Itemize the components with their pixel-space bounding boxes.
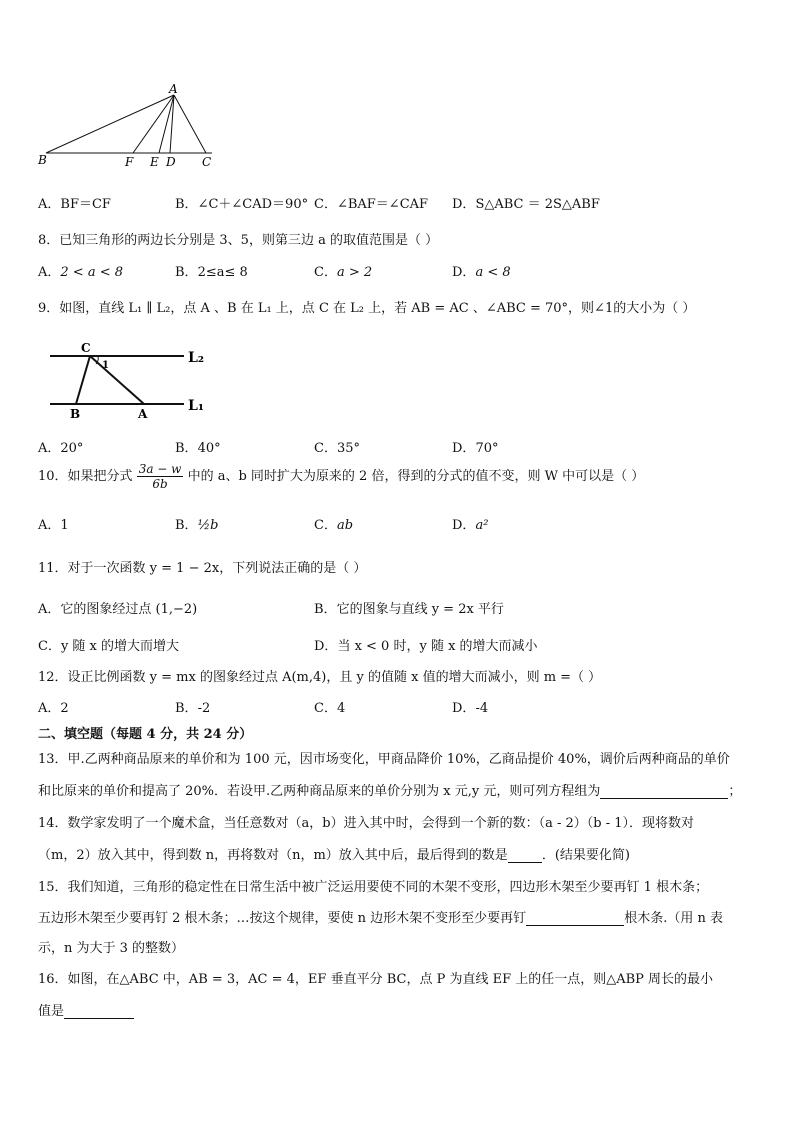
- q9-stem: 9．如图，直线 L₁ ∥ L₂，点 A 、B 在 L₁ 上，点 C 在 L₂ 上，若 AB = AC 、∠ABC = 70°，则∠1的大小为（ ）: [38, 301, 696, 316]
- q11-option-c: C．y 随 x 的增大而增大: [38, 639, 180, 654]
- q7-option-c: C．∠BAF＝∠CAF: [314, 197, 429, 212]
- label-A: A: [138, 407, 148, 421]
- q12-stem: 12．设正比例函数 y = mx 的图象经过点 A(m,4)，且 y 的值随 x 值的增大而减小，则 m =（ ）: [38, 670, 602, 685]
- q11-option-b: B．它的图象与直线 y = 2x 平行: [314, 602, 504, 617]
- q10-option-c: C．ab: [314, 518, 354, 533]
- label-F: F: [125, 155, 134, 169]
- label-C: C: [202, 155, 212, 169]
- q9-option-d: D．70°: [452, 441, 499, 456]
- q16-line-1: 16．如图，在△ABC 中，AB = 3，AC = 4，EF 垂直平分 BC，点 P 为直线 EF 上的任一点，则△ABP 周长的最小: [38, 972, 714, 987]
- q10-stem: 10．如果把分式 $\frac{3a - w}{6b}$ 中的 a、b 同时扩大为原来的 2 倍，得到的分式的值不变，则 W 中可以是（ ）: [38, 462, 645, 491]
- q11-option-a: A．它的图象经过点 (1,−2): [38, 602, 198, 617]
- q8-stem: 8．已知三角形的两边长分别是 3、5，则第三边 a 的取值范围是（ ）: [38, 233, 439, 248]
- label-B: B: [38, 153, 47, 167]
- triangle-figure: [36, 82, 226, 172]
- label-1: 1: [102, 360, 109, 371]
- label-E: E: [150, 155, 159, 169]
- q11-stem: 11．对于一次函数 y = 1 − 2x，下列说法正确的是（ ）: [38, 561, 367, 576]
- q9-option-b: B．40°: [175, 441, 221, 456]
- q12-option-d: D．-4: [452, 701, 489, 716]
- answer-blank[interactable]: [508, 848, 542, 863]
- answer-blank[interactable]: [526, 911, 624, 926]
- label-L1: L₁: [188, 398, 204, 414]
- q11-option-d: D．当 x < 0 时，y 随 x 的增大而减小: [314, 639, 538, 654]
- q10-option-b: B．½b: [175, 518, 219, 533]
- q13-line-1: 13．甲.乙两种商品原来的单价和为 100 元，因市场变化，甲商品降价 10%，乙商品提价 40%，调价后两种商品的单价: [38, 752, 730, 767]
- label-A: A: [169, 82, 178, 96]
- q12-option-c: C．4: [314, 701, 346, 716]
- q15-line-1: 15．我们知道，三角形的稳定性在日常生活中被广泛运用要使不同的木架不变形，四边形木架至少要再钉 1 根木条；: [38, 880, 709, 895]
- q8-option-d: D．a < 8: [452, 265, 511, 280]
- q9-option-c: C．35°: [314, 441, 360, 456]
- q10-option-d: D．a²: [452, 518, 489, 533]
- q15-line-2: 五边形木架至少要再钉 2 根木条；…按这个规律，要使 n 边形木架不变形至少要再钉 根木条.（用 n 表: [38, 911, 723, 926]
- answer-blank[interactable]: [64, 1004, 134, 1019]
- q13-line-2: 和比原来的单价和提高了 20%．若设甲.乙两种商品原来的单价分别为 x 元,y 元，则可列方程组为 ；: [38, 784, 742, 799]
- q7-option-b: B．∠C＋∠CAD＝90°: [175, 197, 309, 212]
- q7-option-a: A．BF＝CF: [38, 197, 111, 212]
- q7-option-d: D．S△ABC ＝ 2S△ABF: [452, 197, 600, 212]
- section-heading-fill-blank: 二、填空题（每题 4 分，共 24 分）: [38, 727, 253, 742]
- label-C: C: [81, 341, 91, 355]
- label-B: B: [70, 407, 81, 421]
- q14-line-1: 14．数学家发明了一个魔术盒，当任意数对（a，b）进入其中时，会得到一个新的数：（a - 2）（b - 1）．现将数对: [38, 816, 695, 831]
- label-D: D: [166, 155, 176, 169]
- q8-option-c: C．a > 2: [314, 265, 373, 280]
- fraction: $\frac{3a - w}{6b}$: [138, 462, 182, 491]
- q8-option-a: A．2 < a < 8: [38, 265, 123, 280]
- q15-line-3: 示，n 为大于 3 的整数）: [38, 941, 185, 956]
- q9-option-a: A．20°: [38, 441, 84, 456]
- q12-option-a: A．2: [38, 701, 69, 716]
- q10-option-a: A．1: [38, 518, 69, 533]
- answer-blank[interactable]: [600, 784, 728, 799]
- q12-option-b: B．-2: [175, 701, 211, 716]
- label-L2: L₂: [188, 350, 204, 366]
- q14-line-2: （m，2）放入其中，得到数 n，再将数对（n，m）放入其中后，最后得到的数是 ．(结果要化简): [38, 848, 630, 863]
- q8-option-b: B．2≤a≤ 8: [175, 265, 248, 280]
- q16-line-2: 值是: [38, 1000, 134, 1019]
- parallel-lines-figure: [44, 338, 214, 423]
